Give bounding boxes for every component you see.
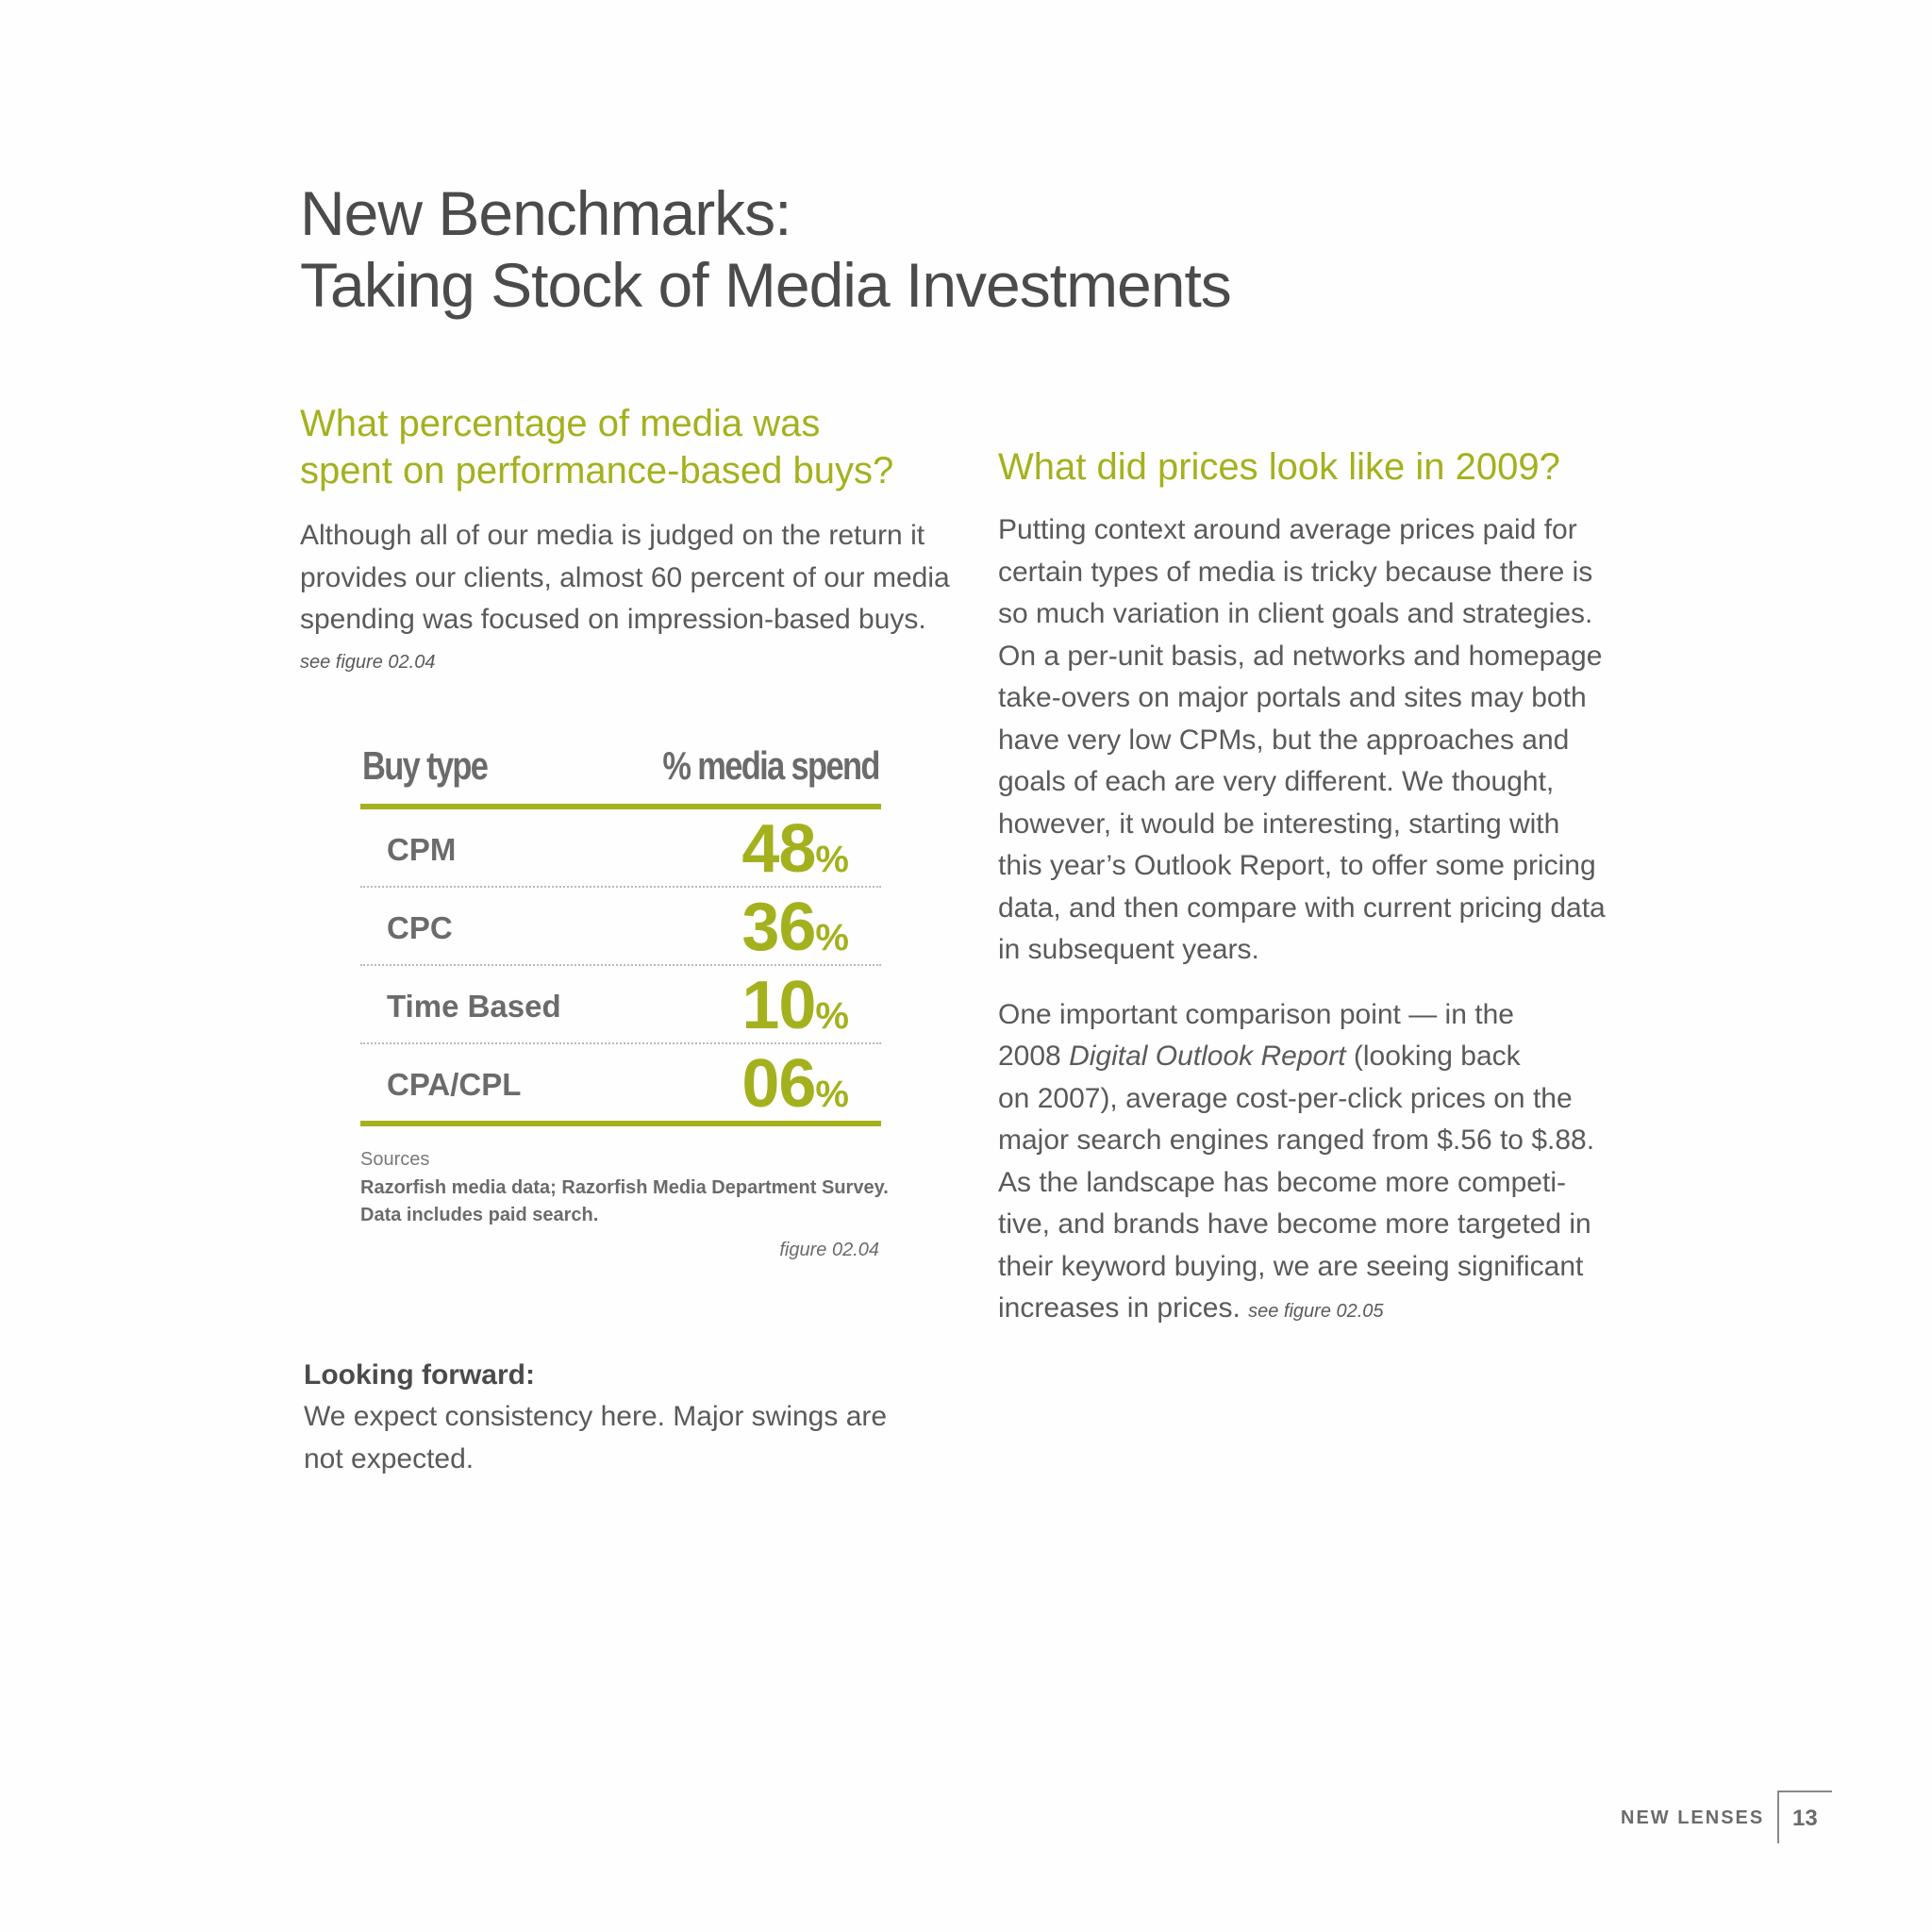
right-p2-text: increases in prices. xyxy=(998,1292,1249,1324)
page-number: 13 xyxy=(1792,1806,1818,1831)
left-heading-line1: What percentage of media was xyxy=(300,403,821,444)
footer-section-label: NEW LENSES xyxy=(1621,1807,1765,1828)
right-p2-line xyxy=(998,1288,1658,1333)
row-label: CPC xyxy=(387,910,453,945)
row-value-number: 06 xyxy=(741,1046,816,1122)
right-p2-line: As the landscape has become more competi- xyxy=(998,1166,1566,1198)
page-title-line2: Taking Stock of Media Investments xyxy=(300,250,1231,320)
looking-forward-text xyxy=(304,1396,964,1480)
right-paragraph-2 xyxy=(998,994,1658,1333)
right-paragraph-1 xyxy=(998,509,1658,972)
row-value-number: 36 xyxy=(741,890,816,965)
right-p2-line: tive, and brands have become more targeted in xyxy=(998,1208,1591,1240)
right-p1-line: this year’s Outlook Report, to offer some pricing xyxy=(998,850,1596,881)
row-value-unit: % xyxy=(815,1074,849,1115)
right-p1-line: have very low CPMs, but the approaches and xyxy=(998,724,1570,756)
left-column xyxy=(300,400,950,683)
row-label: CPM xyxy=(387,832,457,867)
page-title-line1: New Benchmarks: xyxy=(300,178,791,248)
right-p1-line: in subsequent years. xyxy=(998,934,1259,965)
right-p2-text: 2008 xyxy=(998,1041,1070,1072)
right-p1-line: On a per-unit basis, ad networks and homepage xyxy=(998,640,1603,672)
table-sources xyxy=(360,1149,889,1229)
right-question-heading xyxy=(998,443,1658,491)
row-value xyxy=(741,968,849,1043)
right-p2-line: their keyword buying, we are seeing significant xyxy=(998,1250,1584,1282)
table-row xyxy=(360,888,881,966)
table-header-row xyxy=(360,736,881,804)
row-value-unit: % xyxy=(815,917,849,958)
table-header-media-spend: % media spend xyxy=(662,743,879,788)
looking-forward-title: Looking forward: xyxy=(304,1359,535,1391)
left-body-line: spending was focused on impression-based buys. xyxy=(300,604,926,635)
row-value xyxy=(741,1046,849,1122)
left-body-line: Although all of our media is judged on the return it xyxy=(300,520,925,551)
right-p1-line: Putting context around average prices paid for xyxy=(998,514,1577,545)
row-value-number: 10 xyxy=(741,968,816,1043)
figure-label: figure 02.04 xyxy=(779,1240,879,1260)
table-header-buy-type: Buy type xyxy=(362,743,488,788)
report-title: Digital Outlook Report xyxy=(1069,1041,1346,1072)
buy-type-table xyxy=(360,736,881,1126)
table-row xyxy=(360,966,881,1044)
row-value-unit: % xyxy=(815,839,849,880)
right-column xyxy=(998,443,1658,1333)
right-p1-line: certain types of media is tricky because there is xyxy=(998,556,1593,588)
left-heading-line2: spent on performance-based buys? xyxy=(300,450,894,491)
row-label: CPA/CPL xyxy=(387,1067,522,1102)
left-question-heading xyxy=(300,400,941,494)
left-body-line: provides our clients, almost 60 percent of our media xyxy=(300,561,950,593)
right-see-figure: see figure 02.05 xyxy=(1248,1301,1384,1322)
left-body-paragraph xyxy=(300,515,950,683)
looking-forward-line: not expected. xyxy=(304,1442,475,1474)
table-row xyxy=(360,809,881,888)
right-p1-line: so much variation in client goals and strategies. xyxy=(998,598,1593,629)
right-p2-line: major search engines ranged from $.56 to $.88. xyxy=(998,1124,1595,1156)
right-p2-line xyxy=(998,1036,1658,1078)
right-p1-line: however, it would be interesting, starting with xyxy=(998,808,1560,840)
looking-forward xyxy=(304,1355,964,1480)
row-value xyxy=(741,890,849,965)
sources-line: Razorfish media data; Razorfish Media Department Survey. xyxy=(360,1177,889,1198)
sources-text xyxy=(360,1174,889,1229)
right-p1-line: data, and then compare with current pricing data xyxy=(998,891,1606,924)
page-title xyxy=(300,177,1231,321)
right-p1-line: goals of each are very different. We thought, xyxy=(998,766,1555,797)
right-p2-text: (looking back xyxy=(1345,1041,1521,1072)
table-row xyxy=(360,1044,881,1121)
looking-forward-line: We expect consistency here. Major swings are xyxy=(304,1401,888,1432)
row-value xyxy=(741,811,849,887)
row-label: Time Based xyxy=(387,989,561,1024)
right-p1-line: take-overs on major portals and sites may both xyxy=(998,682,1587,713)
left-see-figure: see figure 02.04 xyxy=(300,651,436,673)
right-heading-line: What did prices look like in 2009? xyxy=(998,446,1560,488)
sources-line: Data includes paid search. xyxy=(360,1205,599,1225)
right-p2-line: One important comparison point — in the xyxy=(998,998,1514,1030)
sources-label: Sources xyxy=(360,1149,430,1170)
row-value-number: 48 xyxy=(741,811,816,887)
row-value-unit: % xyxy=(815,995,849,1037)
right-p2-line: on 2007), average cost-per-click prices on the xyxy=(998,1082,1573,1114)
